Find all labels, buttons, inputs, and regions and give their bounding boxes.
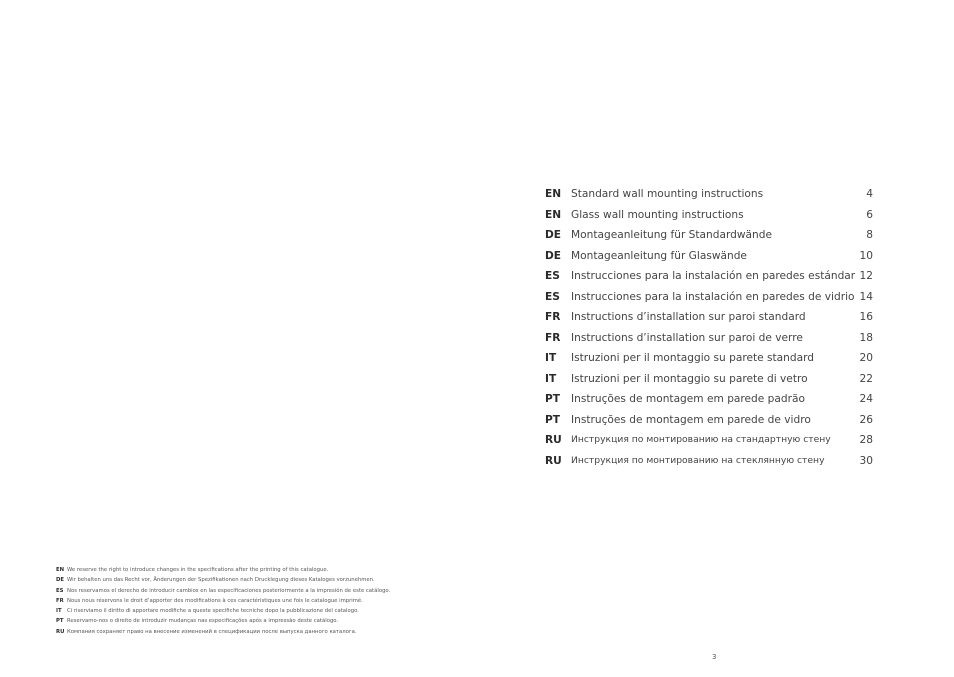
toc-title: Instructions d’installation sur paroi de verre bbox=[571, 331, 803, 344]
toc-page-number: 24 bbox=[859, 393, 873, 405]
toc-page-number: 10 bbox=[859, 249, 873, 262]
toc-page-number: 16 bbox=[859, 311, 873, 323]
disclaimer-text: Nous nous réservons le droit d’apporter des modifications à ces caractéristiques une fois le catalogue imprimé. bbox=[67, 597, 363, 604]
disclaimer-text: We reserve the right to introduce changes in the specifications after the printing of this catalogue. bbox=[67, 567, 329, 573]
disclaimer-text: Компания сохраняет право на внесение изменений в спецификации после выпуска данного каталога. bbox=[67, 628, 357, 635]
toc-title: Standard wall mounting instructions bbox=[571, 188, 764, 200]
toc-title: Инструкция по монтированию на стеклянную стену bbox=[571, 454, 825, 466]
toc-entry-pt-glass[interactable] bbox=[545, 412, 873, 433]
toc-page-number: 6 bbox=[866, 208, 873, 221]
toc-title: Istruzioni per il montaggio su parete di vetro bbox=[571, 372, 808, 385]
toc-page-number: 4 bbox=[866, 188, 873, 200]
toc-entry-de-glass[interactable] bbox=[545, 248, 873, 269]
toc-title: Instruções de montagem em parede de vidro bbox=[571, 413, 811, 426]
toc-entry-it-glass[interactable] bbox=[545, 371, 873, 392]
disclaimer-language-code: DE bbox=[56, 577, 65, 584]
toc-page-number: 28 bbox=[859, 434, 873, 446]
toc-title: Istruzioni per il montaggio su parete standard bbox=[571, 352, 814, 364]
toc-language-code: IT bbox=[545, 372, 557, 385]
disclaimer-text: Reservamo-nos o direito de introduzir mudanças nas especificações após a impressão deste catálogo. bbox=[67, 618, 339, 625]
toc-entry-es-standard[interactable] bbox=[545, 268, 873, 289]
toc-language-code: FR bbox=[545, 331, 561, 344]
toc-entry-en-standard[interactable] bbox=[545, 186, 873, 207]
toc-title: Glass wall mounting instructions bbox=[571, 208, 744, 221]
disclaimer-text: Ci riserviamo il diritto di apportare modifiche a queste specifiche tecniche dopo la pubblicazione del catalogo. bbox=[67, 608, 359, 615]
disclaimer-language-code: PT bbox=[56, 618, 64, 625]
toc-language-code: DE bbox=[545, 229, 562, 241]
toc-title: Instrucciones para la instalación en paredes de vidrio bbox=[571, 290, 855, 303]
toc-language-code: IT bbox=[545, 352, 557, 364]
toc-language-code: DE bbox=[545, 249, 562, 262]
page-number: 3 bbox=[712, 653, 717, 661]
toc-entry-fr-glass[interactable] bbox=[545, 330, 873, 351]
toc-language-code: RU bbox=[545, 434, 562, 446]
toc-entry-it-standard[interactable] bbox=[545, 350, 873, 371]
toc-title: Montageanleitung für Standardwände bbox=[571, 229, 772, 241]
toc-language-code: PT bbox=[545, 413, 560, 426]
disclaimer-text: Wir behalten uns das Recht vor, Änderungen der Spezifikationen nach Drucklegung dieses Kataloges vorzunehmen. bbox=[67, 577, 375, 584]
toc-entry-ru-glass[interactable] bbox=[545, 453, 873, 474]
toc-entry-fr-standard[interactable] bbox=[545, 309, 873, 330]
toc-entry-pt-standard[interactable] bbox=[545, 391, 873, 412]
toc-language-code: ES bbox=[545, 270, 560, 282]
disclaimer-line bbox=[56, 596, 476, 606]
disclaimer-language-code: ES bbox=[56, 587, 64, 594]
toc-page-number: 26 bbox=[859, 413, 873, 426]
disclaimer-line bbox=[56, 616, 476, 626]
disclaimer-language-code: EN bbox=[56, 567, 65, 573]
toc-title: Instruções de montagem em parede padrão bbox=[571, 393, 805, 405]
disclaimer-line bbox=[56, 627, 476, 637]
toc-language-code: EN bbox=[545, 188, 562, 200]
toc-language-code: PT bbox=[545, 393, 560, 405]
toc-page-number: 30 bbox=[859, 454, 873, 467]
toc-language-code: EN bbox=[545, 208, 562, 221]
toc-page-number: 20 bbox=[859, 352, 873, 364]
disclaimer-language-code: FR bbox=[56, 597, 64, 604]
toc-entry-de-standard[interactable] bbox=[545, 227, 873, 248]
toc-title: Инструкция по монтированию на стандартную стену bbox=[571, 434, 831, 445]
toc-language-code: FR bbox=[545, 311, 561, 323]
toc-title: Montageanleitung für Glaswände bbox=[571, 249, 747, 262]
disclaimer-block bbox=[56, 565, 476, 637]
disclaimer-text: Nos reservamos el derecho de introducir cambios en las especificaciones posteriormente a la impresión de este catálogo. bbox=[67, 587, 391, 594]
disclaimer-line bbox=[56, 606, 476, 616]
toc-page-number: 12 bbox=[859, 270, 873, 282]
toc-language-code: RU bbox=[545, 454, 562, 467]
toc-title: Instructions d’installation sur paroi standard bbox=[571, 311, 806, 323]
table-of-contents bbox=[545, 186, 873, 473]
disclaimer-language-code: RU bbox=[56, 628, 65, 635]
toc-language-code: ES bbox=[545, 290, 560, 303]
toc-title: Instrucciones para la instalación en paredes estándar bbox=[571, 270, 856, 282]
toc-page-number: 18 bbox=[859, 331, 873, 344]
disclaimer-language-code: IT bbox=[56, 608, 62, 615]
toc-page-number: 14 bbox=[859, 290, 873, 303]
toc-entry-ru-standard[interactable] bbox=[545, 432, 873, 453]
disclaimer-line bbox=[56, 575, 476, 585]
toc-entry-es-glass[interactable] bbox=[545, 289, 873, 310]
disclaimer-line bbox=[56, 565, 476, 575]
disclaimer-line bbox=[56, 586, 476, 596]
toc-page-number: 8 bbox=[866, 229, 873, 241]
toc-entry-en-glass[interactable] bbox=[545, 207, 873, 228]
toc-page-number: 22 bbox=[859, 372, 873, 385]
